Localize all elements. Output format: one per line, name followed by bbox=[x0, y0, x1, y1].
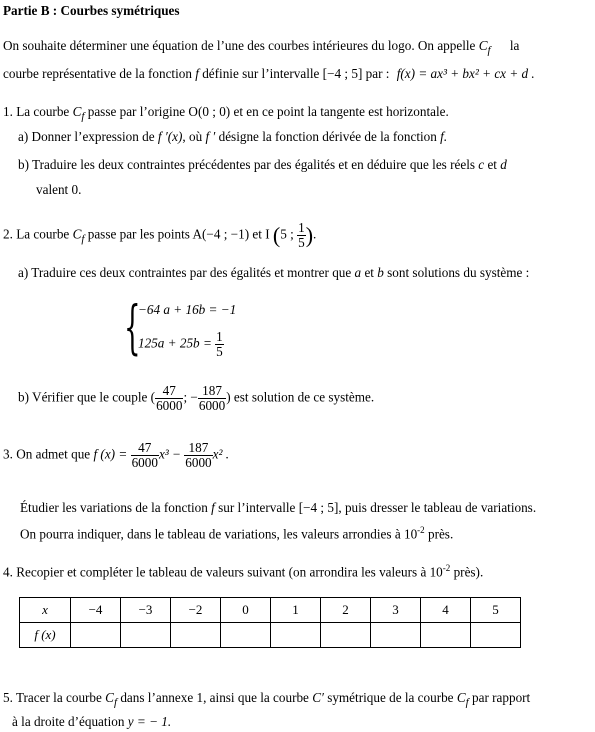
intro-line-1: On souhaite déterminer une équation de l’une des courbes intérieures du logo. On appelle $C_f$ la bbox=[3, 38, 520, 57]
system-brace: { bbox=[124, 293, 141, 361]
table-cell-fx bbox=[71, 623, 121, 648]
q3-line-3: On pourra indiquer, dans le tableau de variations, les valeurs arrondies à $10^{-2}$ près. bbox=[20, 525, 454, 542]
table-cell-x: 4 bbox=[421, 598, 471, 623]
table-cell-fx bbox=[271, 623, 321, 648]
table-cell-x: 5 bbox=[471, 598, 521, 623]
table-cell-fx bbox=[321, 623, 371, 648]
system-equation-2: 125a + 25b = $\frac{1}{5}$ bbox=[138, 329, 223, 359]
system-equation-1: −64 a + 16b = −1 bbox=[138, 302, 237, 317]
table-cell-x: 3 bbox=[371, 598, 421, 623]
values-table bbox=[19, 597, 521, 648]
q5-statement: 5. Tracer la courbe $C_f$ dans l’annexe 1, ainsi que la courbe C′ symétrique de la courbe $C_f$ par rapport bbox=[3, 690, 531, 709]
table-cell-fx bbox=[171, 623, 221, 648]
table-cell-x: −4 bbox=[71, 598, 121, 623]
q4-statement: 4. Recopier et compléter le tableau de valeurs suivant (on arrondira les valeurs à $10^{-2}$ près). bbox=[3, 563, 484, 580]
table-cell-fx bbox=[221, 623, 271, 648]
q1-part-b: b) Traduire les deux contraintes précédentes par des égalités et en déduire que les réels c et d bbox=[18, 157, 507, 172]
table-cell-x: 1 bbox=[271, 598, 321, 623]
table-header-fx: f (x) bbox=[20, 623, 71, 648]
table-cell-x: 2 bbox=[321, 598, 371, 623]
table-cell-x: −2 bbox=[171, 598, 221, 623]
table-header-x: x bbox=[20, 598, 71, 623]
equation-system bbox=[124, 293, 284, 364]
q2-part-b: b) Vérifier que le couple ( $\frac{47}{6000}$ ; − $\frac{187}{6000}$ ) est solution de ce système. bbox=[18, 383, 375, 413]
q1-statement: 1. La courbe $C_f$ passe par l’origine O(0 ; 0) et en ce point la tangente est horizontale. bbox=[3, 104, 449, 123]
q3-statement: 3. On admet que f (x) = $\frac{47}{6000}$ x³ − $\frac{187}{6000}$ x² . bbox=[3, 440, 230, 470]
point-i-fraction: $\frac{1}{5}$ bbox=[298, 220, 305, 250]
q1-part-b-end: valent 0. bbox=[36, 182, 82, 197]
intro-line-2: courbe représentative de la fonction f définie sur l’intervalle [−4 ; 5] par : f(x) = ax³ + bx² + cx + d . bbox=[3, 66, 535, 81]
table-cell-fx bbox=[121, 623, 171, 648]
q2-part-a: a) Traduire ces deux contraintes par des égalités et montrer que a et b sont solutions du système : bbox=[18, 265, 530, 280]
table-cell-fx bbox=[421, 623, 471, 648]
q5-line-2: à la droite d’équation y = − 1. bbox=[12, 714, 172, 729]
table-row-fx bbox=[20, 623, 521, 648]
q3-line-2: Étudier les variations de la fonction f sur l’intervalle [−4 ; 5], puis dresser le tableau de variations. bbox=[20, 500, 537, 515]
table-cell-fx bbox=[471, 623, 521, 648]
q2-statement: 2. La courbe $C_f$ passe par les points A(−4 ; −1) et I (5 ; $\frac{1}{5}$ ). bbox=[3, 220, 317, 250]
table-cell-x: 0 bbox=[221, 598, 271, 623]
cubic-formula: f(x) = ax³ + bx² + cx + d . bbox=[396, 66, 535, 81]
q1-part-a: a) Donner l’expression de f ′(x), où f ′ désigne la fonction dérivée de la fonction f. bbox=[18, 129, 448, 144]
table-row-x bbox=[20, 598, 521, 623]
table-cell-x: −3 bbox=[121, 598, 171, 623]
table-cell-fx bbox=[371, 623, 421, 648]
section-title: Partie B : Courbes symétriques bbox=[3, 3, 180, 18]
